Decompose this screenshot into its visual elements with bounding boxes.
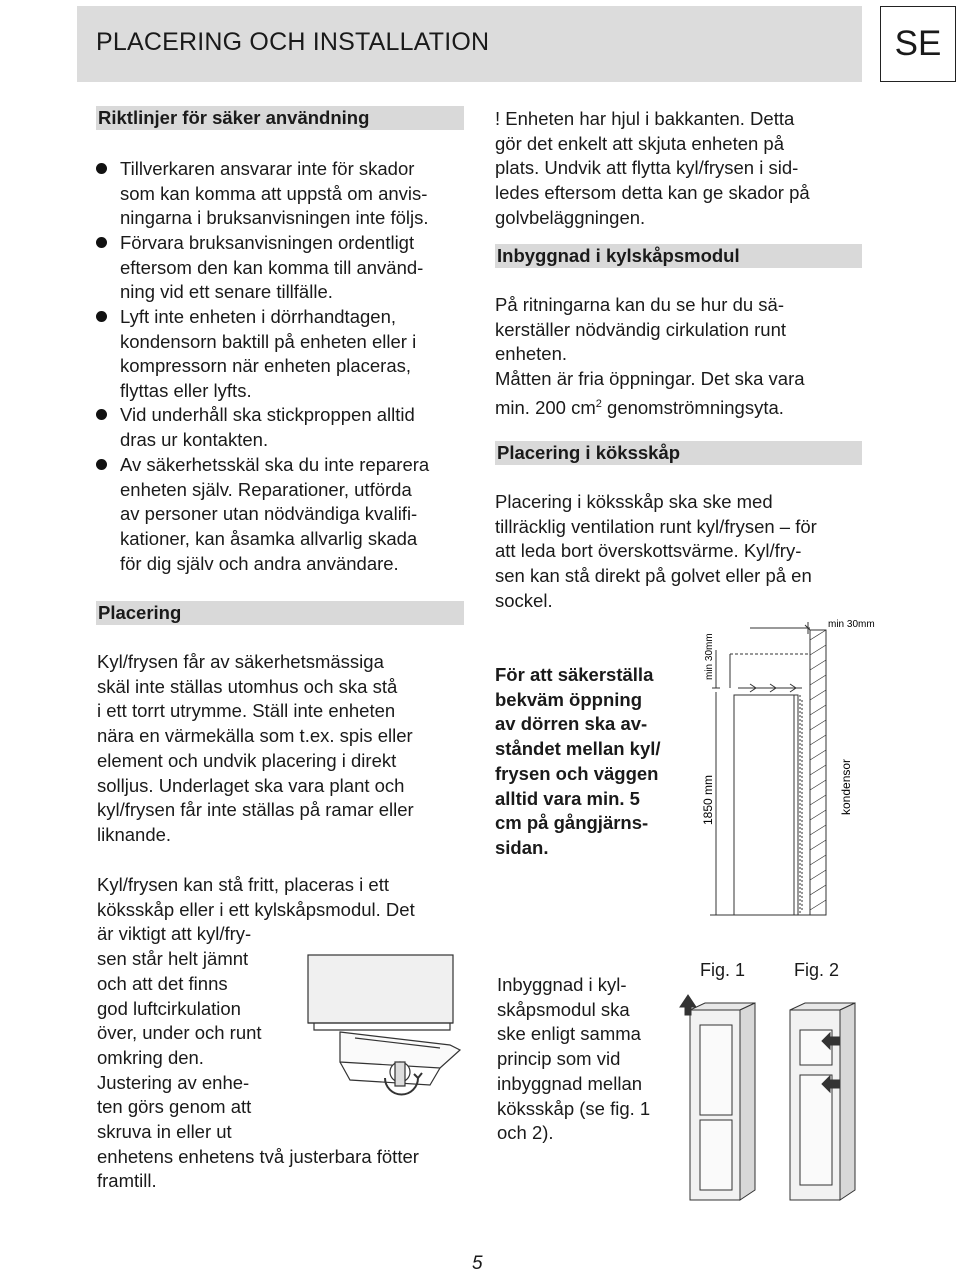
- text-line: sen kan stå direkt på golvet eller på en: [495, 565, 812, 587]
- fig2-label: Fig. 2: [794, 960, 840, 980]
- text-line: princip som vid: [497, 1048, 621, 1070]
- superscript: 2: [595, 397, 602, 410]
- text-line: Måtten är fria öppningar. Det ska vara: [495, 368, 805, 390]
- text-line: solljus. Underlaget ska vara plant och: [97, 774, 405, 796]
- text-line: ske enligt samma: [497, 1023, 641, 1045]
- placement-paragraph: [97, 650, 414, 848]
- bullet-item: [120, 305, 416, 404]
- bullet-line: dras ur kontakten.: [120, 428, 269, 450]
- text-line: köksskåp (se fig. 1: [497, 1097, 651, 1119]
- text-line: sidan.: [495, 836, 549, 858]
- bullet-line: Vid underhåll ska stickproppen alltid: [120, 403, 415, 428]
- text-line: frysen och väggen: [495, 762, 659, 784]
- text-line: För att säkerställa: [495, 664, 654, 685]
- bullet-item: [120, 157, 429, 231]
- min30-side-label: min 30mm: [704, 633, 715, 680]
- text-fragment: genomströmningsyta.: [601, 396, 784, 418]
- min30-top-label: min 30mm: [828, 619, 875, 630]
- bullet-line: som kan komma att uppstå om anvis-: [120, 182, 428, 204]
- bullet-line: kationer, kan åsamka allvarlig skada: [120, 528, 418, 550]
- text-line: att leda bort överskottsvärme. Kyl/fry-: [495, 540, 802, 562]
- text-line: nära en värmekälla som t.ex. spis eller: [97, 725, 413, 747]
- text-line: ten görs genom att: [97, 1096, 252, 1118]
- bullet-line: enheten själv. Reparationer, utförda: [120, 478, 412, 500]
- clearance-diagram: [690, 610, 875, 920]
- text-line: i ett torrt utrymme. Ställ inte enheten: [97, 700, 396, 722]
- text-line: cm på gångjärns-: [495, 812, 649, 834]
- text-line: Kyl/frysen kan stå fritt, placeras i ett: [97, 874, 389, 895]
- text-line: Inbyggnad i kyl-: [497, 974, 627, 995]
- cabinet-figures: [660, 985, 875, 1205]
- bullet-line: eftersom den kan komma till använd-: [120, 256, 424, 278]
- door-clearance-paragraph: [495, 663, 661, 861]
- bullet-line: ning vid ett senare tillfälle.: [120, 281, 333, 303]
- cabinet-heading: Placering i köksskåp: [495, 441, 862, 465]
- text-line: kyl/frysen får inte ställas på ramar eller: [97, 799, 414, 821]
- bullet-item: [120, 403, 415, 452]
- placement-heading: Placering: [96, 601, 464, 625]
- text-line: Justering av enhe-: [97, 1071, 250, 1093]
- text-line: köksskåp eller i ett kylskåpsmodul. Det: [97, 898, 415, 920]
- bullet-item: [120, 453, 429, 577]
- text-line: av dörren ska av-: [495, 713, 648, 735]
- text-line: och 2).: [497, 1122, 554, 1144]
- leveling-foot-illustration: [300, 950, 485, 1110]
- text-line: skäl inte ställas utomhus och ska stå: [97, 675, 398, 697]
- text-line: golvbeläggningen.: [495, 206, 646, 228]
- text-line: skruva in eller ut: [97, 1121, 232, 1143]
- text-line: enhetens enhetens två justerbara fötter: [97, 1145, 419, 1167]
- text-fragment: min. 200 cm: [495, 396, 596, 418]
- text-line: och att det finns: [97, 972, 228, 994]
- text-line: omkring den.: [97, 1046, 204, 1068]
- text-line: över, under och runt: [97, 1022, 262, 1044]
- bullet-line: Lyft inte enheten i dörrhandtagen,: [120, 305, 416, 330]
- text-line: kerställer nödvändig cirkulation runt: [495, 318, 787, 340]
- module-paragraph: [495, 293, 805, 421]
- text-line: ! Enheten har hjul i bakkanten. Detta: [495, 108, 795, 129]
- builtin-paragraph: [497, 973, 650, 1146]
- text-line: god luftcirkulation: [97, 997, 241, 1019]
- height-label: 1850 mm: [701, 774, 715, 825]
- module-heading: Inbyggnad i kylskåpsmodul: [495, 244, 862, 268]
- text-line: ståndet mellan kyl/: [495, 738, 661, 760]
- page-title: PLACERING OCH INSTALLATION: [96, 28, 490, 56]
- text-line: skåpsmodul ska: [497, 998, 630, 1020]
- bullet-line: kondensorn baktill på enheten eller i: [120, 330, 417, 352]
- text-line: gör det enkelt att skjuta enheten på: [495, 132, 785, 154]
- text-line: sen står helt jämnt: [97, 948, 249, 970]
- text-line: Kyl/frysen får av säkerhetsmässiga: [97, 651, 384, 672]
- text-line: enheten.: [495, 343, 568, 365]
- text-line: bekväm öppning: [495, 688, 642, 710]
- bullet-line: Tillverkaren ansvarar inte för skador: [120, 157, 429, 182]
- text-line: På ritningarna kan du se hur du sä-: [495, 294, 784, 315]
- text-line: alltid vara min. 5: [495, 787, 640, 809]
- bullet-line: Av säkerhetsskäl ska du inte reparera: [120, 453, 429, 478]
- guidelines-heading: Riktlinjer för säker användning: [96, 106, 464, 130]
- text-line: Placering i köksskåp ska ske med: [495, 491, 773, 512]
- text-line: plats. Undvik att flytta kyl/frysen i sid-: [495, 157, 799, 179]
- text-line: element och undvik placering i direkt: [97, 749, 397, 771]
- text-line: liknande.: [97, 823, 172, 845]
- fig1-label: Fig. 1: [700, 960, 746, 980]
- bullet-line: ningarna i bruksanvisningen inte följs.: [120, 207, 429, 229]
- bullet-line: av personer utan nödvändiga kvalifi-: [120, 503, 418, 525]
- bullet-line: Förvara bruksanvisningen ordentligt: [120, 231, 423, 256]
- bullet-item: [120, 231, 423, 305]
- text-line: ledes eftersom detta kan ge skador på: [495, 182, 810, 204]
- bullet-line: flyttas eller lyfts.: [120, 380, 252, 402]
- language-badge: SE: [880, 6, 956, 82]
- bullet-line: för dig själv och andra användare.: [120, 552, 399, 574]
- bullet-line: kompressorn när enheten placeras,: [120, 355, 412, 377]
- text-line: inbyggnad mellan: [497, 1072, 643, 1094]
- text-line: är viktigt att kyl/fry-: [97, 923, 252, 945]
- page-number: 5: [472, 1253, 483, 1274]
- wheels-paragraph: [495, 107, 810, 231]
- text-line: tillräcklig ventilation runt kyl/frysen – för: [495, 515, 817, 537]
- cabinet-paragraph: [495, 490, 817, 614]
- condenser-label: kondensor: [839, 758, 853, 815]
- text-line: [495, 392, 805, 421]
- text-line: sockel.: [495, 589, 553, 611]
- text-line: framtill.: [97, 1170, 157, 1192]
